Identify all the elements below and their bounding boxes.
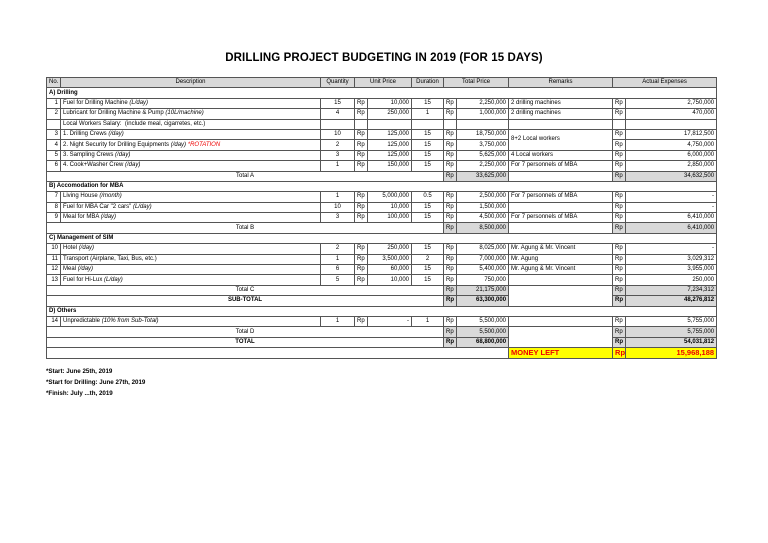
money-left-value: 15,968,188 xyxy=(626,348,717,358)
row-total-price: 2,500,000 xyxy=(457,192,509,202)
total-actual: 6,410,000 xyxy=(626,223,717,233)
row-duration: 15 xyxy=(412,129,444,139)
row-quantity: 10 xyxy=(321,129,355,139)
row-total-price: 8,025,000 xyxy=(457,244,509,254)
rp-label: Rp xyxy=(444,192,457,202)
total-row xyxy=(47,285,717,295)
row-remarks: Mr. Agung xyxy=(509,254,613,264)
total-value: 21,175,000 xyxy=(457,285,509,295)
row-description-text: 4. Cook+Washer Crew xyxy=(63,162,124,169)
table-row xyxy=(47,161,717,171)
total-actual: 34,632,500 xyxy=(626,171,717,181)
total-label: Total B xyxy=(47,223,444,233)
money-left-row xyxy=(47,348,717,358)
rp-label: Rp xyxy=(613,129,626,139)
row-unit-price: 150,000 xyxy=(368,161,412,171)
total-label: Total A xyxy=(47,171,444,181)
section-title: C) Management of SIM xyxy=(47,233,717,243)
row-total-price: 2,250,000 xyxy=(457,98,509,108)
total-value: 33,625,000 xyxy=(457,171,509,181)
row-unit-note: (L/day) xyxy=(129,99,149,106)
rp-label: Rp xyxy=(444,98,457,108)
row-actual: - xyxy=(626,244,717,254)
grand-total-row xyxy=(47,337,717,347)
row-description-text: Fuel for Drilling Machine xyxy=(63,99,128,106)
row-duration: 15 xyxy=(412,140,444,150)
total-row xyxy=(47,327,717,337)
rp-label: Rp xyxy=(444,265,457,275)
header-duration: Duration xyxy=(412,78,444,88)
row-description xyxy=(61,140,321,150)
row-description-text: Hotel xyxy=(63,245,78,252)
row-unit-price: - xyxy=(368,316,412,326)
row-description-text: Unpredictable xyxy=(63,318,101,325)
empty-cell xyxy=(321,119,355,129)
row-quantity: 1 xyxy=(321,161,355,171)
grand-total-actual: 54,031,812 xyxy=(626,337,717,347)
empty-cell xyxy=(509,275,613,285)
row-duration: 15 xyxy=(412,150,444,160)
total-actual: 7,234,312 xyxy=(626,285,717,295)
row-description xyxy=(61,213,321,223)
row-total-price: 2,250,000 xyxy=(457,161,509,171)
table-row xyxy=(47,244,717,254)
row-total-price: 1,000,000 xyxy=(457,109,509,119)
row-no: 4 xyxy=(47,140,61,150)
row-actual: 17,812,500 xyxy=(626,129,717,139)
row-no: 11 xyxy=(47,254,61,264)
row-quantity: 1 xyxy=(321,316,355,326)
rp-label: Rp xyxy=(444,285,457,295)
rp-label: Rp xyxy=(355,192,368,202)
empty-cell xyxy=(509,316,613,326)
row-description-text: 1. Drilling Crews xyxy=(63,131,107,138)
row-description-text: Lubricant for Drilling Machine & Pump xyxy=(63,110,164,117)
row-duration: 15 xyxy=(412,265,444,275)
empty-cell xyxy=(355,119,368,129)
budget-table xyxy=(46,77,717,359)
rp-label: Rp xyxy=(613,202,626,212)
row-actual: 3,029,312 xyxy=(626,254,717,264)
row-quantity: 3 xyxy=(321,150,355,160)
row-no: 2 xyxy=(47,109,61,119)
row-remarks: For 7 personnels of MBA xyxy=(509,213,613,223)
row-duration: 15 xyxy=(412,275,444,285)
row-description xyxy=(61,202,321,212)
section-title: B) Accomodation for MBA xyxy=(47,181,717,191)
table-row xyxy=(47,275,717,285)
row-description xyxy=(61,98,321,108)
row-unit-price: 5,000,000 xyxy=(368,192,412,202)
rp-label: Rp xyxy=(613,337,626,347)
table-row xyxy=(47,119,717,129)
row-description xyxy=(61,119,321,129)
row-unit-note: (/day) xyxy=(78,245,95,252)
grand-total-label: TOTAL xyxy=(47,337,444,347)
empty-cell xyxy=(626,119,717,129)
header-unit-price: Unit Price xyxy=(355,78,412,88)
empty-cell xyxy=(412,119,444,129)
rp-label: Rp xyxy=(444,244,457,254)
section-row xyxy=(47,233,717,243)
row-unit-note: (/day) xyxy=(100,214,117,221)
rp-label: Rp xyxy=(355,265,368,275)
total-label: Total C xyxy=(47,285,444,295)
row-description: Transport (Airplane, Taxi, Bus, etc.) xyxy=(61,254,321,264)
row-unit-price: 10,000 xyxy=(368,98,412,108)
row-actual: 470,000 xyxy=(626,109,717,119)
row-remarks: 8+2 Local workers xyxy=(509,129,613,150)
rp-label: Rp xyxy=(613,98,626,108)
row-remarks: Mr. Agung & Mr. Vincent xyxy=(509,265,613,275)
header-quantity: Quantity xyxy=(321,78,355,88)
rp-label: Rp xyxy=(613,192,626,202)
row-unit-price: 125,000 xyxy=(368,129,412,139)
rp-label: Rp xyxy=(444,327,457,337)
table-row xyxy=(47,109,717,119)
row-duration: 15 xyxy=(412,244,444,254)
subtotal-actual: 48,276,812 xyxy=(626,296,717,306)
row-duration: 1 xyxy=(412,109,444,119)
rp-label: Rp xyxy=(613,316,626,326)
row-duration: 15 xyxy=(412,213,444,223)
row-total-price: 750,000 xyxy=(457,275,509,285)
subtotal-row xyxy=(47,296,717,306)
row-description-text: Meal xyxy=(63,266,77,273)
row-actual: 6,410,000 xyxy=(626,213,717,223)
row-unit-price: 10,000 xyxy=(368,202,412,212)
empty-cell xyxy=(613,119,626,129)
empty-cell xyxy=(457,119,509,129)
table-row xyxy=(47,98,717,108)
row-quantity: 1 xyxy=(321,192,355,202)
row-unit-price: 125,000 xyxy=(368,140,412,150)
row-description xyxy=(61,275,321,285)
notes xyxy=(46,366,145,399)
rp-label: Rp xyxy=(444,213,457,223)
rp-label: Rp xyxy=(613,275,626,285)
row-description xyxy=(61,129,321,139)
row-remarks: 2 drilling machines xyxy=(509,98,613,108)
table-row xyxy=(47,254,717,264)
row-actual: 4,750,000 xyxy=(626,140,717,150)
row-description xyxy=(61,265,321,275)
rp-label: Rp xyxy=(444,296,457,306)
total-label: Total D xyxy=(47,327,444,337)
row-unit-note: (/day) xyxy=(170,141,187,148)
table-row xyxy=(47,150,717,160)
rp-label: Rp xyxy=(444,316,457,326)
row-unit-price: 250,000 xyxy=(368,109,412,119)
row-unit-note: (/day) xyxy=(124,162,141,169)
money-left-label: MONEY LEFT xyxy=(509,348,613,358)
row-quantity: 6 xyxy=(321,265,355,275)
rp-label: Rp xyxy=(613,244,626,254)
row-quantity: 4 xyxy=(321,109,355,119)
row-duration: 15 xyxy=(412,98,444,108)
row-total-price: 1,500,000 xyxy=(457,202,509,212)
table-row xyxy=(47,192,717,202)
row-quantity: 10 xyxy=(321,202,355,212)
rp-label: Rp xyxy=(355,150,368,160)
row-actual: 2,750,000 xyxy=(626,98,717,108)
rp-label: Rp xyxy=(444,109,457,119)
section-row xyxy=(47,181,717,191)
rp-label: Rp xyxy=(355,213,368,223)
row-duration: 1 xyxy=(412,316,444,326)
row-duration: 2 xyxy=(412,254,444,264)
section-row xyxy=(47,88,717,98)
row-remarks: 2 drilling machines xyxy=(509,109,613,119)
rp-label: Rp xyxy=(613,327,626,337)
row-quantity: 1 xyxy=(321,254,355,264)
rp-label: Rp xyxy=(613,150,626,160)
row-quantity: 5 xyxy=(321,275,355,285)
row-total-price: 3,750,000 xyxy=(457,140,509,150)
row-unit-note: (/month) xyxy=(99,193,122,200)
row-no: 1 xyxy=(47,98,61,108)
rp-label: Rp xyxy=(444,129,457,139)
row-unit-price: 100,000 xyxy=(368,213,412,223)
rp-label: Rp xyxy=(613,265,626,275)
header-description: Description xyxy=(61,78,321,88)
note-start-drilling: *Start for Drilling: June 27th, 2019 xyxy=(46,379,146,386)
table-row xyxy=(47,213,717,223)
table-header-row xyxy=(47,78,717,88)
rp-label: Rp xyxy=(444,275,457,285)
rp-label: Rp xyxy=(613,140,626,150)
empty-cell xyxy=(509,202,613,212)
note-finish: *Finish: July ...th, 2019 xyxy=(46,390,113,397)
note-start: *Start: June 25th, 2019 xyxy=(46,368,113,375)
subtotal-label: SUB-TOTAL xyxy=(47,296,444,306)
row-duration: 15 xyxy=(412,161,444,171)
row-no: 6 xyxy=(47,161,61,171)
empty-cell xyxy=(509,285,613,306)
row-unit-price: 3,500,000 xyxy=(368,254,412,264)
rp-label: Rp xyxy=(355,98,368,108)
rp-label: Rp xyxy=(613,109,626,119)
row-unit-price: 60,000 xyxy=(368,265,412,275)
row-no: 13 xyxy=(47,275,61,285)
row-description xyxy=(61,244,321,254)
total-actual: 5,755,000 xyxy=(626,327,717,337)
table-row xyxy=(47,140,717,150)
rp-label: Rp xyxy=(613,285,626,295)
rp-label: Rp xyxy=(613,296,626,306)
row-total-price: 5,625,000 xyxy=(457,150,509,160)
row-quantity: 2 xyxy=(321,140,355,150)
row-description xyxy=(61,316,321,326)
row-no: 3 xyxy=(47,129,61,139)
rp-label: Rp xyxy=(613,254,626,264)
row-actual: 3,955,000 xyxy=(626,265,717,275)
empty-cell xyxy=(509,119,613,129)
rp-label: Rp xyxy=(613,213,626,223)
header-no: No. xyxy=(47,78,61,88)
subtotal-value: 63,300,000 xyxy=(457,296,509,306)
empty-cell xyxy=(368,119,412,129)
rp-label: Rp xyxy=(355,140,368,150)
rp-label: Rp xyxy=(355,109,368,119)
rp-label: Rp xyxy=(355,129,368,139)
row-quantity: 15 xyxy=(321,98,355,108)
rp-label: Rp xyxy=(444,140,457,150)
row-actual: 250,000 xyxy=(626,275,717,285)
row-unit-note: (10L/machine) xyxy=(165,110,204,117)
row-description xyxy=(61,161,321,171)
row-remarks: 4 Local workers xyxy=(509,150,613,160)
rp-label: Rp xyxy=(355,316,368,326)
row-no: 10 xyxy=(47,244,61,254)
row-quantity: 3 xyxy=(321,213,355,223)
rp-label: Rp xyxy=(613,161,626,171)
row-description-text: 2. Night Security for Drilling Equipments xyxy=(63,141,170,148)
row-no: 12 xyxy=(47,265,61,275)
row-unit-note: (L/day) xyxy=(104,276,123,283)
empty-cell xyxy=(509,171,613,181)
row-total-price: 5,500,000 xyxy=(457,316,509,326)
rp-label: Rp xyxy=(355,161,368,171)
header-total-price: Total Price xyxy=(444,78,509,88)
empty-cell xyxy=(509,327,613,348)
table-row xyxy=(47,202,717,212)
row-total-price: 7,000,000 xyxy=(457,254,509,264)
rp-label: Rp xyxy=(613,223,626,233)
row-quantity: 2 xyxy=(321,244,355,254)
row-remarks: For 7 personnels of MBA xyxy=(509,161,613,171)
row-description-text: 3. Sampling Crews xyxy=(63,151,114,158)
row-unit-note: (/day) xyxy=(108,131,124,138)
row-duration: 15 xyxy=(412,202,444,212)
row-note: (include meal, cigarretes, etc.) xyxy=(124,120,206,127)
row-unit-price: 125,000 xyxy=(368,150,412,160)
rp-label: Rp xyxy=(444,171,457,181)
row-actual: - xyxy=(626,202,717,212)
row-no: 14 xyxy=(47,316,61,326)
rp-label: Rp xyxy=(355,202,368,212)
table-row xyxy=(47,129,717,139)
rp-label: Rp xyxy=(444,337,457,347)
empty-cell xyxy=(47,348,509,358)
row-description xyxy=(61,109,321,119)
rp-label: Rp xyxy=(444,254,457,264)
row-unit-price: 250,000 xyxy=(368,244,412,254)
section-title: D) Others xyxy=(47,306,717,316)
row-remarks: Mr. Agung & Mr. Vincent xyxy=(509,244,613,254)
row-total-price: 18,750,000 xyxy=(457,129,509,139)
rp-label: Rp xyxy=(444,150,457,160)
total-row xyxy=(47,171,717,181)
total-row xyxy=(47,223,717,233)
row-actual: 5,755,000 xyxy=(626,316,717,326)
row-duration: 0.5 xyxy=(412,192,444,202)
row-unit-note: (L/day) xyxy=(132,203,152,210)
row-no: 7 xyxy=(47,192,61,202)
rp-label: Rp xyxy=(613,171,626,181)
row-actual: - xyxy=(626,192,717,202)
rp-label: Rp xyxy=(444,223,457,233)
grand-total-value: 68,800,000 xyxy=(457,337,509,347)
row-total-price: 4,500,000 xyxy=(457,213,509,223)
row-unit-note: (10% from Sub-Total) xyxy=(101,318,159,325)
rp-label: Rp xyxy=(444,202,457,212)
row-no: 8 xyxy=(47,202,61,212)
row-description-text: Meal for MBA xyxy=(63,214,100,221)
total-value: 8,500,000 xyxy=(457,223,509,233)
row-remarks: For 7 personnels of MBA xyxy=(509,192,613,202)
empty-cell xyxy=(509,223,613,233)
row-description-text: Fuel for MBA Car "2 cars" xyxy=(63,203,132,210)
row-no: 9 xyxy=(47,213,61,223)
row-unit-note: (/day) xyxy=(77,266,94,273)
table-row xyxy=(47,316,717,326)
row-description-text: Local Workers Salary: xyxy=(63,120,122,127)
row-description xyxy=(61,192,321,202)
rp-label: Rp xyxy=(355,244,368,254)
row-description-text: Fuel for Hi-Lux xyxy=(63,276,103,283)
row-description xyxy=(61,150,321,160)
rp-label: Rp xyxy=(355,254,368,264)
rotation-note: *ROTATION xyxy=(187,141,221,148)
empty-cell xyxy=(444,119,457,129)
section-title: A) Drilling xyxy=(47,88,717,98)
row-actual: 6,000,000 xyxy=(626,150,717,160)
rp-label: Rp xyxy=(355,275,368,285)
header-remarks: Remarks xyxy=(509,78,613,88)
total-value: 5,500,000 xyxy=(457,327,509,337)
header-actual-expenses: Actual Expenses xyxy=(613,78,717,88)
row-no: 5 xyxy=(47,150,61,160)
row-unit-price: 10,000 xyxy=(368,275,412,285)
page-title: DRILLING PROJECT BUDGETING IN 2019 (FOR 15 DAYS) xyxy=(225,52,543,64)
table-row xyxy=(47,265,717,275)
row-total-price: 5,400,000 xyxy=(457,265,509,275)
row-unit-note: (/day) xyxy=(115,151,131,158)
section-row xyxy=(47,306,717,316)
row-actual: 2,850,000 xyxy=(626,161,717,171)
rp-label: Rp xyxy=(444,161,457,171)
row-description-text: Living House xyxy=(63,193,98,200)
money-left-rp: Rp xyxy=(613,348,626,358)
empty-cell xyxy=(47,119,61,129)
